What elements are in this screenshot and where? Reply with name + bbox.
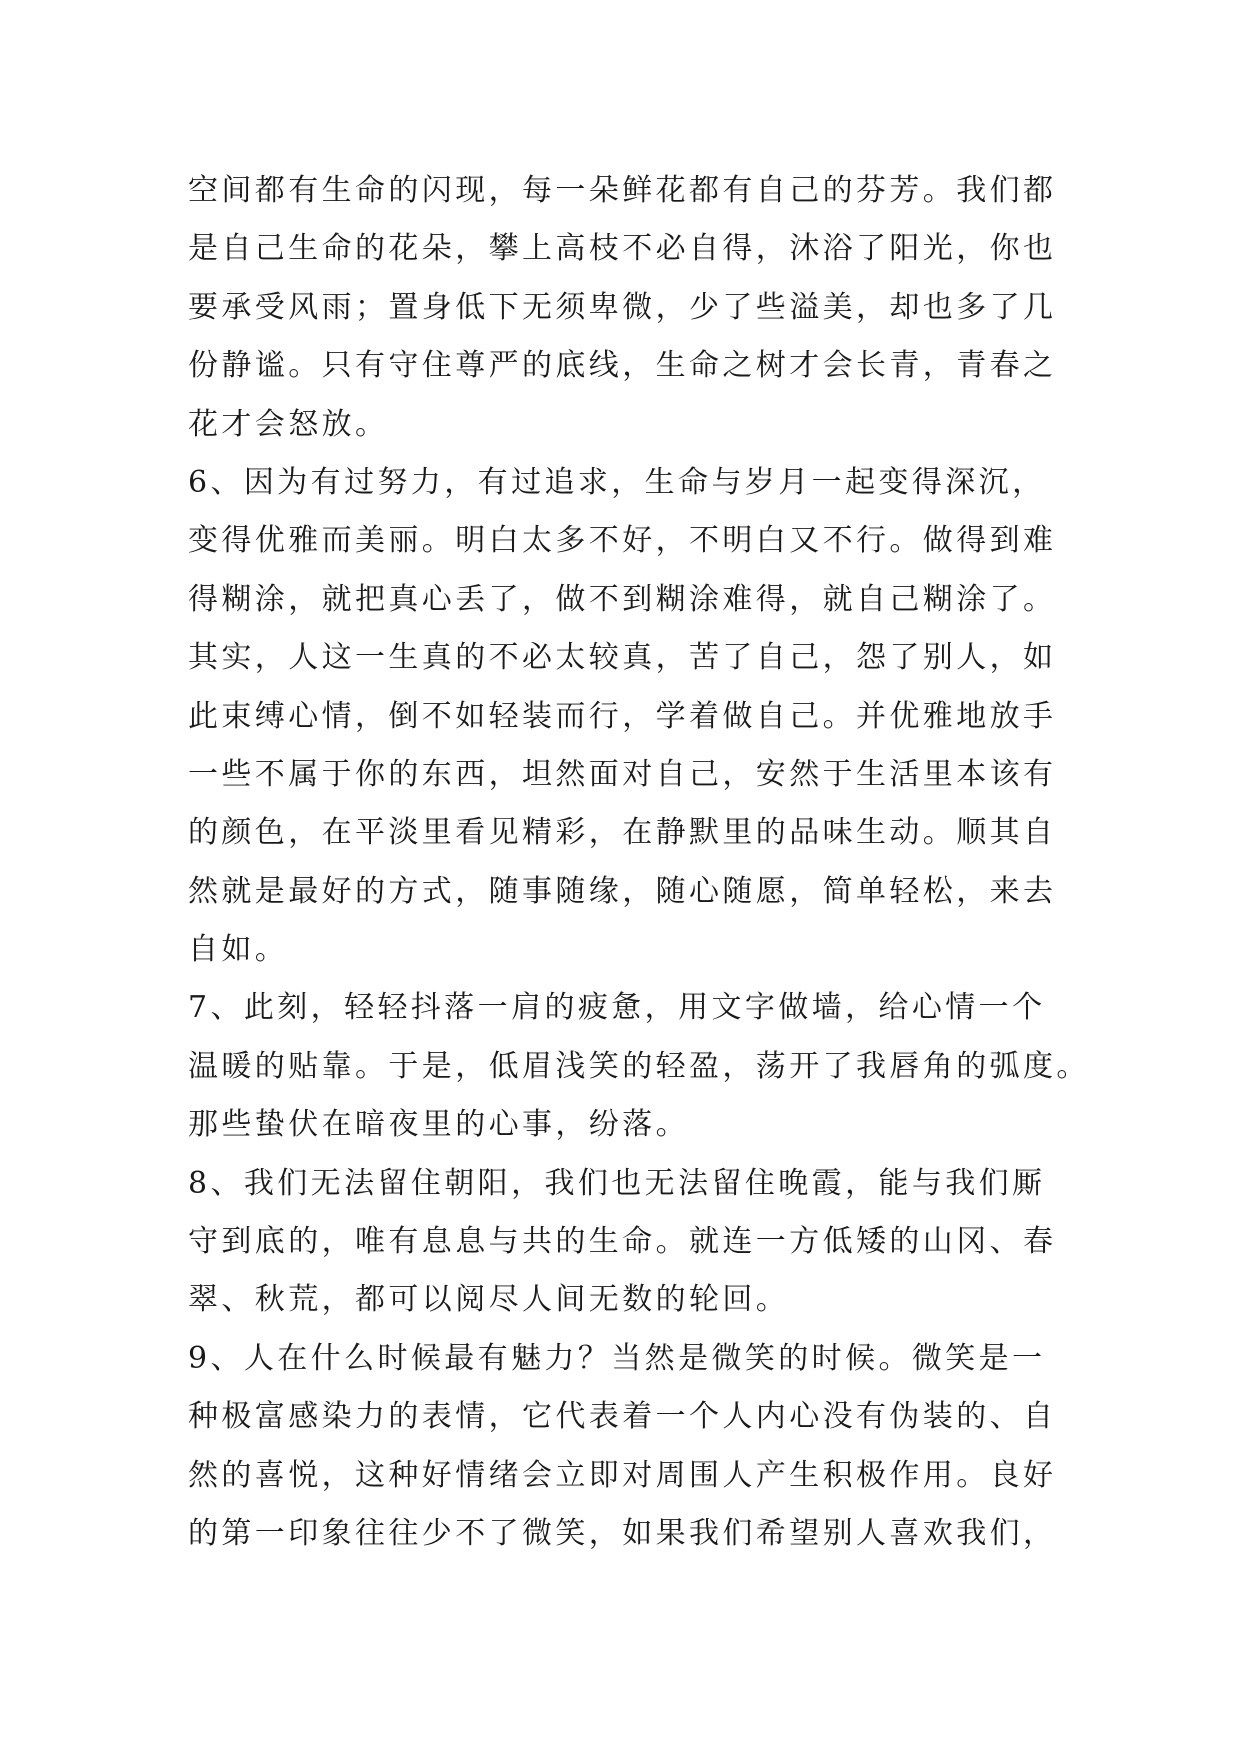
text-line: 花才会怒放。 — [188, 406, 389, 442]
text-line: 空间都有生命的闪现，每一朵鲜花都有自己的芬芳。我们都 — [188, 173, 1057, 208]
text-line: 6、因为有过努力，有过追求，生命与岁月一起变得深沉， — [188, 464, 1046, 500]
text-line: 那些蛰伏在暗夜里的心事，纷落。 — [188, 1107, 689, 1143]
text-line: 此束缚心情，倒不如轻装而行，学着做自己。并优雅地放手 — [188, 698, 1057, 734]
text-line: 变得优雅而美丽。明白太多不好，不明白又不行。做得到难 — [188, 523, 1057, 559]
text-line: 其实，人这一生真的不必太较真，苦了自己，怨了别人，如 — [188, 640, 1057, 676]
text-line: 9、人在什么时候最有魅力？当然是微笑的时候。微笑是一 — [188, 1340, 1046, 1376]
text-line: 7、此刻，轻轻抖落一肩的疲惫，用文字做墙，给心情一个 — [188, 990, 1046, 1026]
text-line: 然的喜悦，这种好情绪会立即对周围人产生积极作用。良好 — [188, 1457, 1057, 1493]
text-line: 守到底的，唯有息息与共的生命。就连一方低矮的山冈、春 — [188, 1224, 1057, 1260]
text-line: 是自己生命的花朵，攀上高枝不必自得，沐浴了阳光，你也 — [188, 231, 1057, 267]
text-line: 种极富感染力的表情，它代表着一个人内心没有伪装的、自 — [188, 1399, 1057, 1435]
text-line: 自如。 — [188, 932, 289, 968]
body-text — [188, 162, 1090, 1563]
text-line: 然就是最好的方式，随事随缘，随心随愿，简单轻松，来去 — [188, 873, 1057, 909]
text-line: 温暖的贴靠。于是，低眉浅笑的轻盈，荡开了我唇角的弧度。 — [188, 1048, 1090, 1084]
text-line: 份静谧。只有守住尊严的底线，生命之树才会长青，青春之 — [188, 348, 1057, 384]
text-line: 得糊涂，就把真心丢了，做不到糊涂难得，就自己糊涂了。 — [188, 581, 1057, 617]
text-line: 的第一印象往往少不了微笑，如果我们希望别人喜欢我们， — [188, 1515, 1057, 1551]
text-line: 要承受风雨；置身低下无须卑微，少了些溢美，却也多了几 — [188, 289, 1057, 325]
text-line: 8、我们无法留住朝阳，我们也无法留住晚霞，能与我们厮 — [188, 1165, 1046, 1201]
text-line: 翠、秋荒，都可以阅尽人间无数的轮回。 — [188, 1282, 790, 1318]
text-line: 的颜色，在平淡里看见精彩，在静默里的品味生动。顺其自 — [188, 815, 1057, 851]
text-line: 一些不属于你的东西，坦然面对自己，安然于生活里本该有 — [188, 756, 1057, 792]
